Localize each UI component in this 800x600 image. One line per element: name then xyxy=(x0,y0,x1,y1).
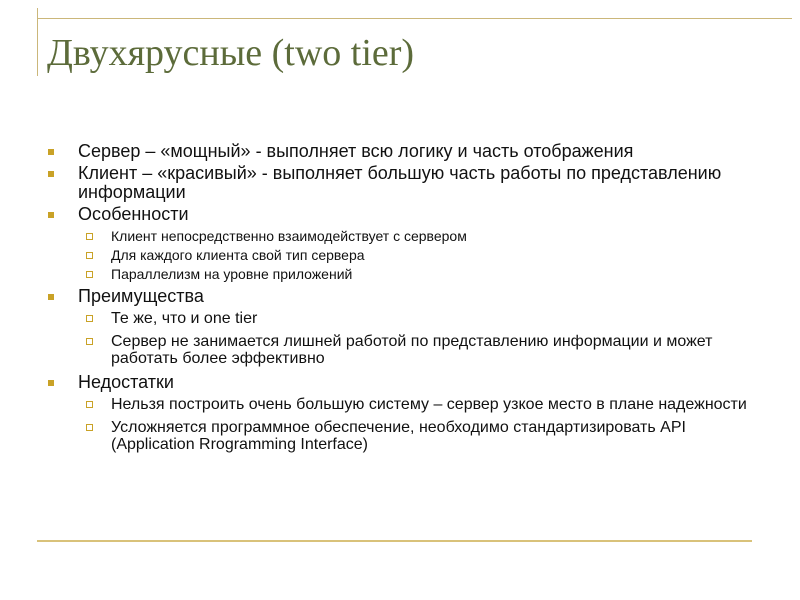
square-bullet-icon xyxy=(48,149,54,155)
hollow-square-bullet-icon xyxy=(86,401,93,408)
bullet-list xyxy=(48,142,760,453)
hollow-square-bullet-icon xyxy=(86,252,93,259)
sub-list-item-text: Параллелизм на уровне приложений xyxy=(111,266,353,282)
hollow-square-bullet-icon xyxy=(86,315,93,322)
frame-top-line xyxy=(37,18,792,19)
slide-content xyxy=(48,142,760,459)
hollow-square-bullet-icon xyxy=(86,233,93,240)
sub-list xyxy=(78,396,760,453)
slide-title: Двухярусные (two tier) xyxy=(47,32,415,74)
sub-list-item xyxy=(78,333,760,367)
list-item-text: Сервер – «мощный» - выполняет всю логику и часть отображения xyxy=(78,141,634,161)
list-item-text: Преимущества xyxy=(78,286,204,306)
sub-list xyxy=(78,228,760,283)
list-item xyxy=(48,142,760,161)
sub-list xyxy=(78,310,760,367)
sub-list-item-text: Сервер не занимается лишней работой по представлению информации и может работать более эффективно xyxy=(111,333,713,367)
list-item-text: Клиент – «красивый» - выполняет большую часть работы по представлению информации xyxy=(78,163,722,202)
list-item xyxy=(48,373,760,453)
sub-list-item-text: Для каждого клиента свой тип сервера xyxy=(111,247,365,263)
list-item xyxy=(48,164,760,202)
hollow-square-bullet-icon xyxy=(86,338,93,345)
sub-list-item xyxy=(78,266,760,283)
frame-bottom-line xyxy=(37,540,752,542)
hollow-square-bullet-icon xyxy=(86,424,93,431)
sub-list-item xyxy=(78,247,760,264)
list-item-text: Недостатки xyxy=(78,372,174,392)
square-bullet-icon xyxy=(48,294,54,300)
square-bullet-icon xyxy=(48,380,54,386)
sub-list-item-text: Усложняется программное обеспечение, необходимо стандартизировать API (Application Rrogramming Interface) xyxy=(111,419,686,453)
sub-list-item-text: Те же, что и one tier xyxy=(111,310,258,327)
square-bullet-icon xyxy=(48,212,54,218)
sub-list-item-text: Нельзя построить очень большую систему – сервер узкое место в плане надежности xyxy=(111,396,747,413)
sub-list-item xyxy=(78,228,760,245)
sub-list-item-text: Клиент непосредственно взаимодействует с сервером xyxy=(111,228,467,244)
list-item xyxy=(48,205,760,283)
list-item-text: Особенности xyxy=(78,204,189,224)
square-bullet-icon xyxy=(48,171,54,177)
sub-list-item xyxy=(78,310,760,327)
sub-list-item xyxy=(78,396,760,413)
list-item xyxy=(48,287,760,367)
sub-list-item xyxy=(78,419,760,453)
hollow-square-bullet-icon xyxy=(86,271,93,278)
